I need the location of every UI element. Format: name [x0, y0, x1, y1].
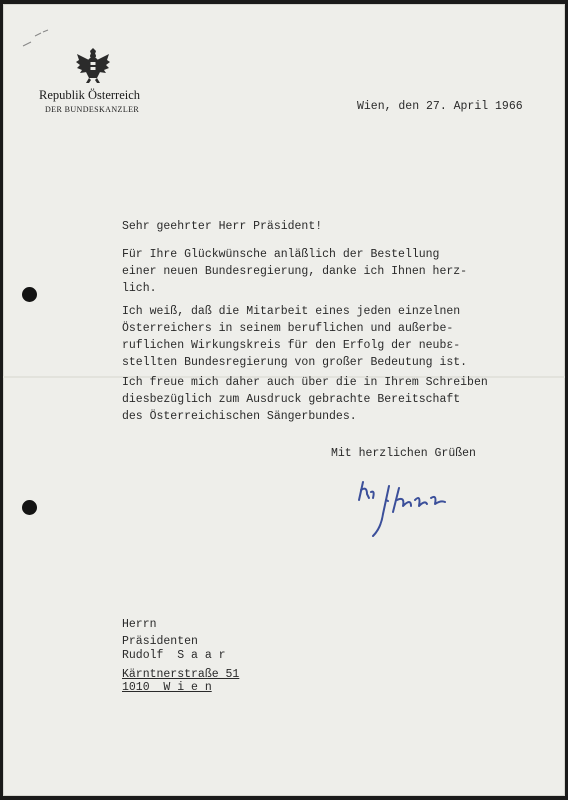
recipient-line-4: Kärntnerstraße 51: [122, 668, 240, 681]
paragraph-1: Für Ihre Glückwünsche anläßlich der Bestellung einer neuen Bundesregierung, danke ich Ihnen herz- lich.: [122, 248, 468, 295]
salutation: Sehr geehrter Herr Präsident!: [122, 220, 323, 233]
letterhead-department: DER BUNDESKANZLER: [45, 105, 140, 114]
handwritten-signature: [355, 470, 465, 542]
punch-hole-top: [22, 287, 37, 302]
punch-hole-bottom: [22, 500, 37, 515]
closing-line: Mit herzlichen Grüßen: [331, 447, 476, 460]
austrian-eagle-emblem-icon: [75, 46, 111, 84]
letter-date: Wien, den 27. April 1966: [357, 100, 523, 113]
letter-page: [3, 4, 565, 796]
pencil-mark-icon: [21, 28, 51, 50]
paragraph-3: Ich freue mich daher auch über die in Ihrem Schreiben diesbezüglich zum Ausdruck gebrachte Bereitschaft des Österreichischen Sängerbundes.: [122, 376, 488, 423]
letterhead-name: Republik Österreich: [39, 88, 141, 102]
recipient-line-1: Herrn: [122, 618, 157, 631]
recipient-line-3: Rudolf S a a r: [122, 649, 226, 662]
paragraph-2: Ich weiß, daß die Mitarbeit eines jeden einzelnen Österreichers in seinem beruflichen und außerbe- ruflichen Wirkungskreis für den Erfolg der neubε- stellten Bundesregierung von großer Bedeutung ist.: [122, 305, 468, 369]
recipient-line-2: Präsidenten: [122, 635, 198, 648]
recipient-line-5: 1010 W i e n: [122, 681, 212, 694]
